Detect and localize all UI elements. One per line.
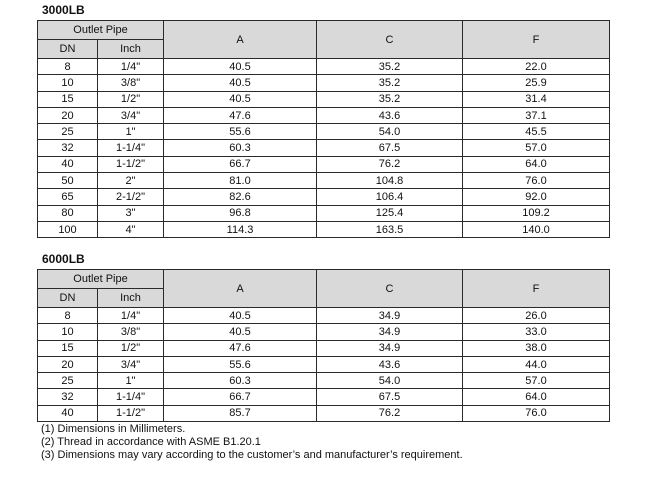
cell-c: 76.2 — [317, 405, 463, 421]
header-inch: Inch — [98, 289, 164, 308]
cell-dn: 15 — [38, 91, 98, 107]
cell-f: 44.0 — [463, 356, 610, 372]
cell-f: 92.0 — [463, 189, 610, 205]
cell-inch: 2-1/2" — [98, 189, 164, 205]
cell-f: 64.0 — [463, 389, 610, 405]
table-title-3000lb: 3000LB — [42, 3, 85, 17]
footnotes — [41, 423, 463, 462]
cell-dn: 25 — [38, 373, 98, 389]
header-outlet-pipe: Outlet Pipe — [38, 21, 164, 40]
cell-c: 43.6 — [317, 356, 463, 372]
cell-dn: 10 — [38, 75, 98, 91]
table-row — [38, 221, 610, 237]
cell-f: 76.0 — [463, 405, 610, 421]
table-row — [38, 189, 610, 205]
cell-dn: 65 — [38, 189, 98, 205]
cell-dn: 32 — [38, 389, 98, 405]
cell-inch: 3/8" — [98, 75, 164, 91]
cell-f: 140.0 — [463, 221, 610, 237]
table-row — [38, 140, 610, 156]
table-row — [38, 389, 610, 405]
cell-f: 33.0 — [463, 324, 610, 340]
cell-c: 34.9 — [317, 324, 463, 340]
header-inch: Inch — [98, 40, 164, 59]
cell-inch: 1/4" — [98, 308, 164, 324]
cell-a: 81.0 — [164, 173, 317, 189]
table-row — [38, 373, 610, 389]
cell-f: 25.9 — [463, 75, 610, 91]
table-row — [38, 205, 610, 221]
cell-a: 114.3 — [164, 221, 317, 237]
cell-inch: 1/2" — [98, 340, 164, 356]
cell-f: 109.2 — [463, 205, 610, 221]
cell-c: 67.5 — [317, 389, 463, 405]
cell-a: 85.7 — [164, 405, 317, 421]
footnote-1: (1) Dimensions in Millimeters. — [41, 423, 186, 435]
table-row — [38, 124, 610, 140]
cell-f: 26.0 — [463, 308, 610, 324]
header-f: F — [463, 270, 610, 308]
cell-inch: 1-1/4" — [98, 140, 164, 156]
cell-c: 163.5 — [317, 221, 463, 237]
cell-a: 40.5 — [164, 75, 317, 91]
cell-dn: 40 — [38, 405, 98, 421]
cell-dn: 100 — [38, 221, 98, 237]
header-dn: DN — [38, 40, 98, 59]
cell-c: 76.2 — [317, 156, 463, 172]
cell-c: 54.0 — [317, 373, 463, 389]
cell-dn: 20 — [38, 107, 98, 123]
cell-inch: 1/4" — [98, 59, 164, 75]
table-row — [38, 308, 610, 324]
header-a: A — [164, 270, 317, 308]
cell-a: 40.5 — [164, 91, 317, 107]
table-title-6000lb: 6000LB — [42, 252, 85, 266]
cell-inch: 3/4" — [98, 356, 164, 372]
cell-a: 40.5 — [164, 308, 317, 324]
header-c: C — [317, 21, 463, 59]
cell-f: 76.0 — [463, 173, 610, 189]
footnote-2: (2) Thread in accordance with ASME B1.20.1 — [41, 436, 261, 448]
cell-a: 55.6 — [164, 124, 317, 140]
cell-c: 54.0 — [317, 124, 463, 140]
cell-f: 57.0 — [463, 140, 610, 156]
cell-a: 60.3 — [164, 140, 317, 156]
cell-inch: 1" — [98, 373, 164, 389]
table-row — [38, 75, 610, 91]
cell-a: 60.3 — [164, 373, 317, 389]
table-row — [38, 356, 610, 372]
table-row — [38, 91, 610, 107]
cell-f: 45.5 — [463, 124, 610, 140]
cell-inch: 3/4" — [98, 107, 164, 123]
cell-dn: 40 — [38, 156, 98, 172]
cell-inch: 1/2" — [98, 91, 164, 107]
cell-dn: 10 — [38, 324, 98, 340]
table-row — [38, 405, 610, 421]
cell-dn: 32 — [38, 140, 98, 156]
table-row — [38, 173, 610, 189]
cell-inch: 1-1/2" — [98, 405, 164, 421]
cell-f: 31.4 — [463, 91, 610, 107]
cell-c: 34.9 — [317, 308, 463, 324]
cell-dn: 25 — [38, 124, 98, 140]
cell-f: 38.0 — [463, 340, 610, 356]
dimensions-table-3000lb — [37, 20, 610, 238]
cell-a: 40.5 — [164, 59, 317, 75]
cell-c: 104.8 — [317, 173, 463, 189]
table-row — [38, 156, 610, 172]
cell-inch: 3/8" — [98, 324, 164, 340]
cell-inch: 1" — [98, 124, 164, 140]
cell-c: 106.4 — [317, 189, 463, 205]
cell-c: 35.2 — [317, 59, 463, 75]
cell-c: 34.9 — [317, 340, 463, 356]
cell-dn: 50 — [38, 173, 98, 189]
table-row — [38, 107, 610, 123]
cell-a: 40.5 — [164, 324, 317, 340]
cell-c: 35.2 — [317, 75, 463, 91]
cell-c: 35.2 — [317, 91, 463, 107]
header-a: A — [164, 21, 317, 59]
cell-a: 96.8 — [164, 205, 317, 221]
cell-c: 67.5 — [317, 140, 463, 156]
cell-dn: 80 — [38, 205, 98, 221]
cell-f: 57.0 — [463, 373, 610, 389]
cell-a: 66.7 — [164, 389, 317, 405]
cell-a: 47.6 — [164, 340, 317, 356]
cell-dn: 20 — [38, 356, 98, 372]
table-body-6000lb — [38, 308, 610, 422]
table-body-3000lb — [38, 59, 610, 238]
header-f: F — [463, 21, 610, 59]
table-row — [38, 324, 610, 340]
cell-inch: 4" — [98, 221, 164, 237]
cell-inch: 2" — [98, 173, 164, 189]
cell-inch: 1-1/2" — [98, 156, 164, 172]
table-row — [38, 340, 610, 356]
header-outlet-pipe: Outlet Pipe — [38, 270, 164, 289]
header-c: C — [317, 270, 463, 308]
cell-f: 22.0 — [463, 59, 610, 75]
table-row — [38, 59, 610, 75]
footnote-3: (3) Dimensions may vary according to the customer’s and manufacturer’s requirement. — [41, 449, 463, 461]
cell-f: 64.0 — [463, 156, 610, 172]
cell-f: 37.1 — [463, 107, 610, 123]
cell-a: 82.6 — [164, 189, 317, 205]
cell-dn: 8 — [38, 59, 98, 75]
cell-c: 43.6 — [317, 107, 463, 123]
cell-c: 125.4 — [317, 205, 463, 221]
cell-inch: 1-1/4" — [98, 389, 164, 405]
header-dn: DN — [38, 289, 98, 308]
cell-a: 66.7 — [164, 156, 317, 172]
cell-inch: 3" — [98, 205, 164, 221]
dimensions-table-6000lb — [37, 269, 610, 422]
cell-dn: 8 — [38, 308, 98, 324]
cell-dn: 15 — [38, 340, 98, 356]
cell-a: 47.6 — [164, 107, 317, 123]
cell-a: 55.6 — [164, 356, 317, 372]
